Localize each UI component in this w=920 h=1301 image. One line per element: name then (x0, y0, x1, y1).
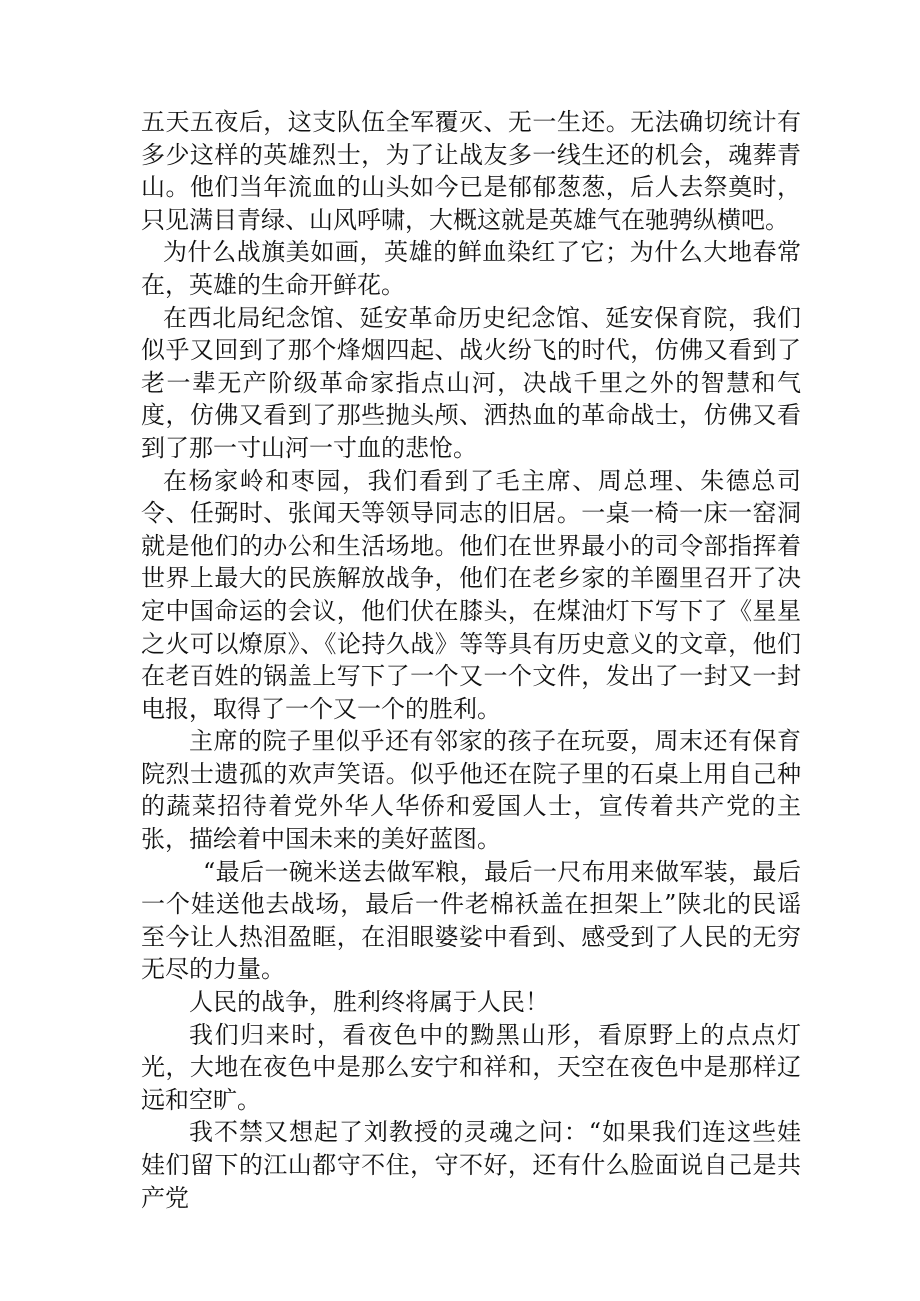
paragraph: 在西北局纪念馆、延安革命历史纪念馆、延安保育院，我们似乎又回到了那个烽烟四起、战火纷飞的时代，仿佛又看到了老一辈无产阶级革命家指点山河，决战千里之外的智慧和气度，仿佛又看到了那些抛头颅、洒热血的革命战士，仿佛又看到了那一寸山河一寸血的悲怆。 (141, 303, 801, 462)
paragraph: 五天五夜后，这支队伍全军覆灭、无一生还。无法确切统计有多少这样的英雄烈士，为了让战友多一线生还的机会，魂葬青山。他们当年流血的山头如今已是郁郁葱葱，后人去祭奠时，只见满目青绿、山风呼啸，大概这就是英雄气在驰骋纵横吧。 (141, 108, 801, 234)
paragraph: 人民的战争，胜利终将属于人民！ (189, 988, 549, 1017)
paragraph: 我们归来时，看夜色中的黝黑山形，看原野上的点点灯光，大地在夜色中是那么安宁和祥和，天空在夜色中是那样辽远和空旷。 (141, 1020, 801, 1114)
body-text (141, 106, 801, 1214)
paragraph: 我不禁又想起了刘教授的灵魂之问：“如果我们连这些娃娃们留下的江山都守不住，守不好，还有什么脸面说自己是共产党 (141, 1118, 801, 1212)
paragraph: 在杨家岭和枣园，我们看到了毛主席、周总理、朱德总司令、任弼时、张闻天等领导同志的旧居。一桌一椅一床一窑洞就是他们的办公和生活场地。他们在世界最小的司令部指挥着世界上最大的民族解放战争，他们在老乡家的羊圈里召开了决定中国命运的会议，他们伏在膝头，在煤油灯下写下了《星星之火可以燎原》、《论持久战》等等具有历史意义的文章，他们在老百姓的锅盖上写下了一个又一个文件，发出了一封又一封电报，取得了一个又一个的胜利。 (141, 466, 801, 723)
paragraph: 为什么战旗美如画，英雄的鲜血染红了它；为什么大地春常在，英雄的生命开鲜花。 (141, 238, 801, 299)
paragraph: 主席的院子里似乎还有邻家的孩子在玩耍，周末还有保育院烈士遗孤的欢声笑语。似乎他还在院子里的石桌上用自己种的蔬菜招待着党外华人华侨和爱国人士，宣传着共产党的主张，描绘着中国未来的美好蓝图。 (141, 727, 801, 854)
paragraph: “最后一碗米送去做军粮，最后一尺布用来做军装，最后一个娃送他去战场，最后一件老棉袄盖在担架上”陕北的民谣至今让人热泪盈眶，在泪眼婆娑中看到、感受到了人民的无穷无尽的力量。 (141, 857, 801, 984)
